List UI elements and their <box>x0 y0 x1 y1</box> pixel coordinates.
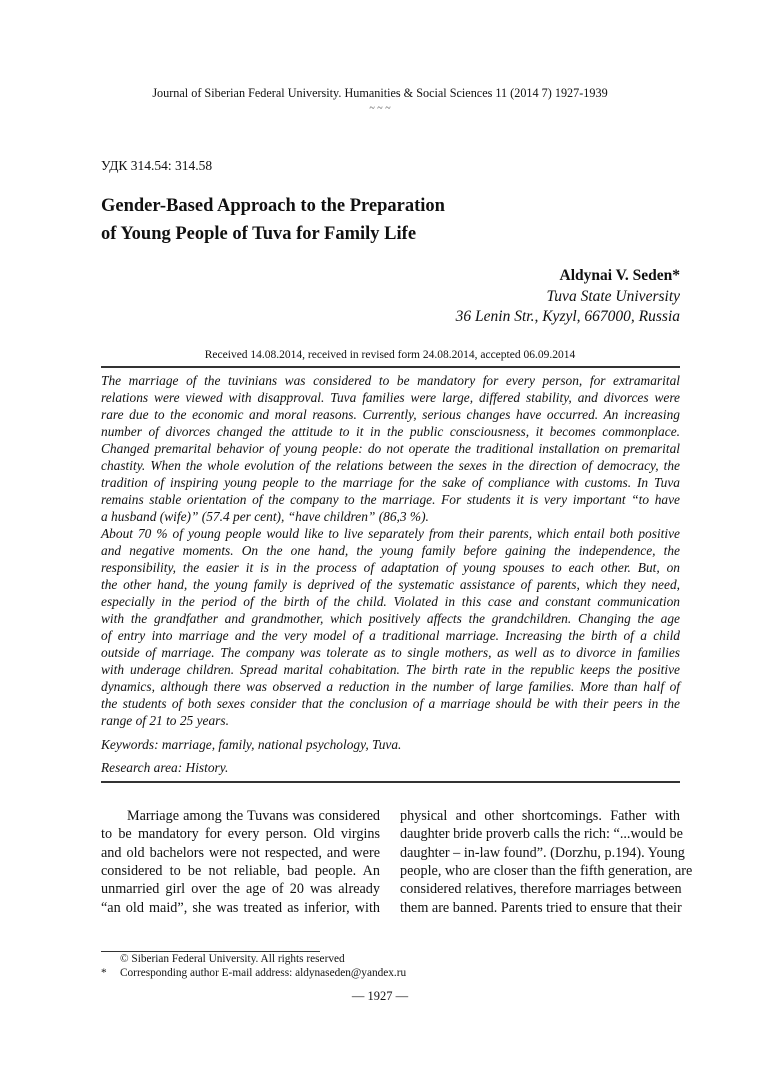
footnote-divider <box>101 951 320 952</box>
text-line: the students of both sexes consider that the conclusion of a marriage should be with their peers in the <box>101 696 680 711</box>
text-line: and negative moments. On the one hand, the young family before gaining the independence, the <box>101 543 680 558</box>
page-number: — 1927 — <box>351 989 409 1003</box>
text-line: and old bachelors were not respected, and were <box>101 844 380 861</box>
author-affiliation: Tuva State University <box>546 288 680 305</box>
author-name: Aldynai V. Seden* <box>559 267 680 284</box>
text-line: tradition of inspiring young people to the marriage for the sake of compliance with customs. In Tuva <box>101 475 680 490</box>
title-line-2: of Young People of Tuva for Family Life <box>101 224 417 244</box>
text-line: of entry into marriage and the very model of a traditional marriage. Increasing the birth of a child <box>101 628 680 643</box>
copyright-note: © Siberian Federal University. All rights reserved <box>120 953 345 965</box>
author-address: 36 Lenin Str., Kyzyl, 667000, Russia <box>455 308 680 325</box>
text-line: relations were viewed with disapproval. Tuva families were large, differed stability, and divorces were <box>101 390 680 405</box>
text-line: range of 21 to 25 years. <box>101 713 229 728</box>
text-line: daughter – in-law found”. (Dorzhu, p.194). Young <box>400 844 685 861</box>
divider <box>101 781 680 783</box>
text-line: rare due to the economic and moral reasons. Currently, serious changes have occurred. An increasing <box>101 407 680 422</box>
title-line-1: Gender-Based Approach to the Preparation <box>101 196 445 216</box>
text-line: chastity. When the whole evolution of the relations between the sexes in the direction of democracy, the <box>101 458 680 473</box>
text-line: physical and other shortcomings. Father with <box>400 808 680 824</box>
keywords: Keywords: marriage, family, national psychology, Tuva. <box>101 737 402 752</box>
text-line: Changed premarital behavior of young people: do not operate the traditional installation on premarital <box>101 441 680 456</box>
divider <box>101 366 680 368</box>
text-line: the other hand, the young family is deprived of the systematic assistance of parents, which they need, <box>101 577 680 592</box>
text-line: remains stable orientation of the company to the marriage. For students it is very important “to have <box>101 492 680 507</box>
text-line: considered to be not reliable, bad people. An <box>101 862 380 879</box>
corresponding-email: Corresponding author E-mail address: aldynaseden@yandex.ru <box>120 967 407 979</box>
text-line: dynamics, although there was observed a reduction in the number of large families. More than half of <box>101 679 680 694</box>
text-line: “an old maid”, she was treated as inferior, with <box>101 899 380 916</box>
text-line: daughter bride proverb calls the rich: “...would be <box>400 826 683 843</box>
text-line: About 70 % of young people would like to live separately from their parents, which entail both positive <box>101 526 680 541</box>
text-line: them are banned. Parents tried to ensure that their <box>400 899 682 916</box>
text-line: Marriage among the Tuvans was considered <box>127 808 380 824</box>
footnote-marker: * <box>101 967 107 979</box>
text-line: with underage children. Spread marital cohabitation. The birth rate in the republic keeps the positive <box>101 662 680 677</box>
udc-code: УДК 314.54: 314.58 <box>101 158 213 173</box>
text-line: responsibility, the easier it is in the process of adaptation of young spouses to each other. But, on <box>101 560 680 575</box>
text-line: The marriage of the tuvinians was considered to be mandatory for every person, for extramarital <box>101 373 680 388</box>
text-line: a husband (wife)” (57.4 per cent), “have children” (86,3 %). <box>101 509 429 524</box>
text-line: outside of marriage. The company was tolerate as to single mothers, as well as to divorce in families <box>101 645 680 660</box>
text-line: with the grandfather and grandmother, which positively affects the grandchildren. Changing the age <box>101 611 680 626</box>
text-line: people, who are closer than the fifth generation, are <box>400 862 693 879</box>
text-line: especially in the period of the birth of the child. Violated in this case and constant communication <box>101 594 680 609</box>
text-line: unmarried girl over the age of 20 was already <box>101 881 380 898</box>
header-ornament: ~ ~ ~ <box>369 103 391 114</box>
journal-header: Journal of Siberian Federal University. Humanities & Social Sciences 11 (2014 7) 1927-1939 <box>152 86 608 100</box>
text-line: considered relatives, therefore marriages between <box>400 881 682 898</box>
received-dates: Received 14.08.2014, received in revised form 24.08.2014, accepted 06.09.2014 <box>204 349 576 361</box>
text-line: number of divorces changed the attitude to it in the public consciousness, it becomes commonplace. <box>101 424 680 439</box>
text-line: to be mandatory for every person. Old virgins <box>101 826 380 843</box>
research-area: Research area: History. <box>101 760 229 775</box>
